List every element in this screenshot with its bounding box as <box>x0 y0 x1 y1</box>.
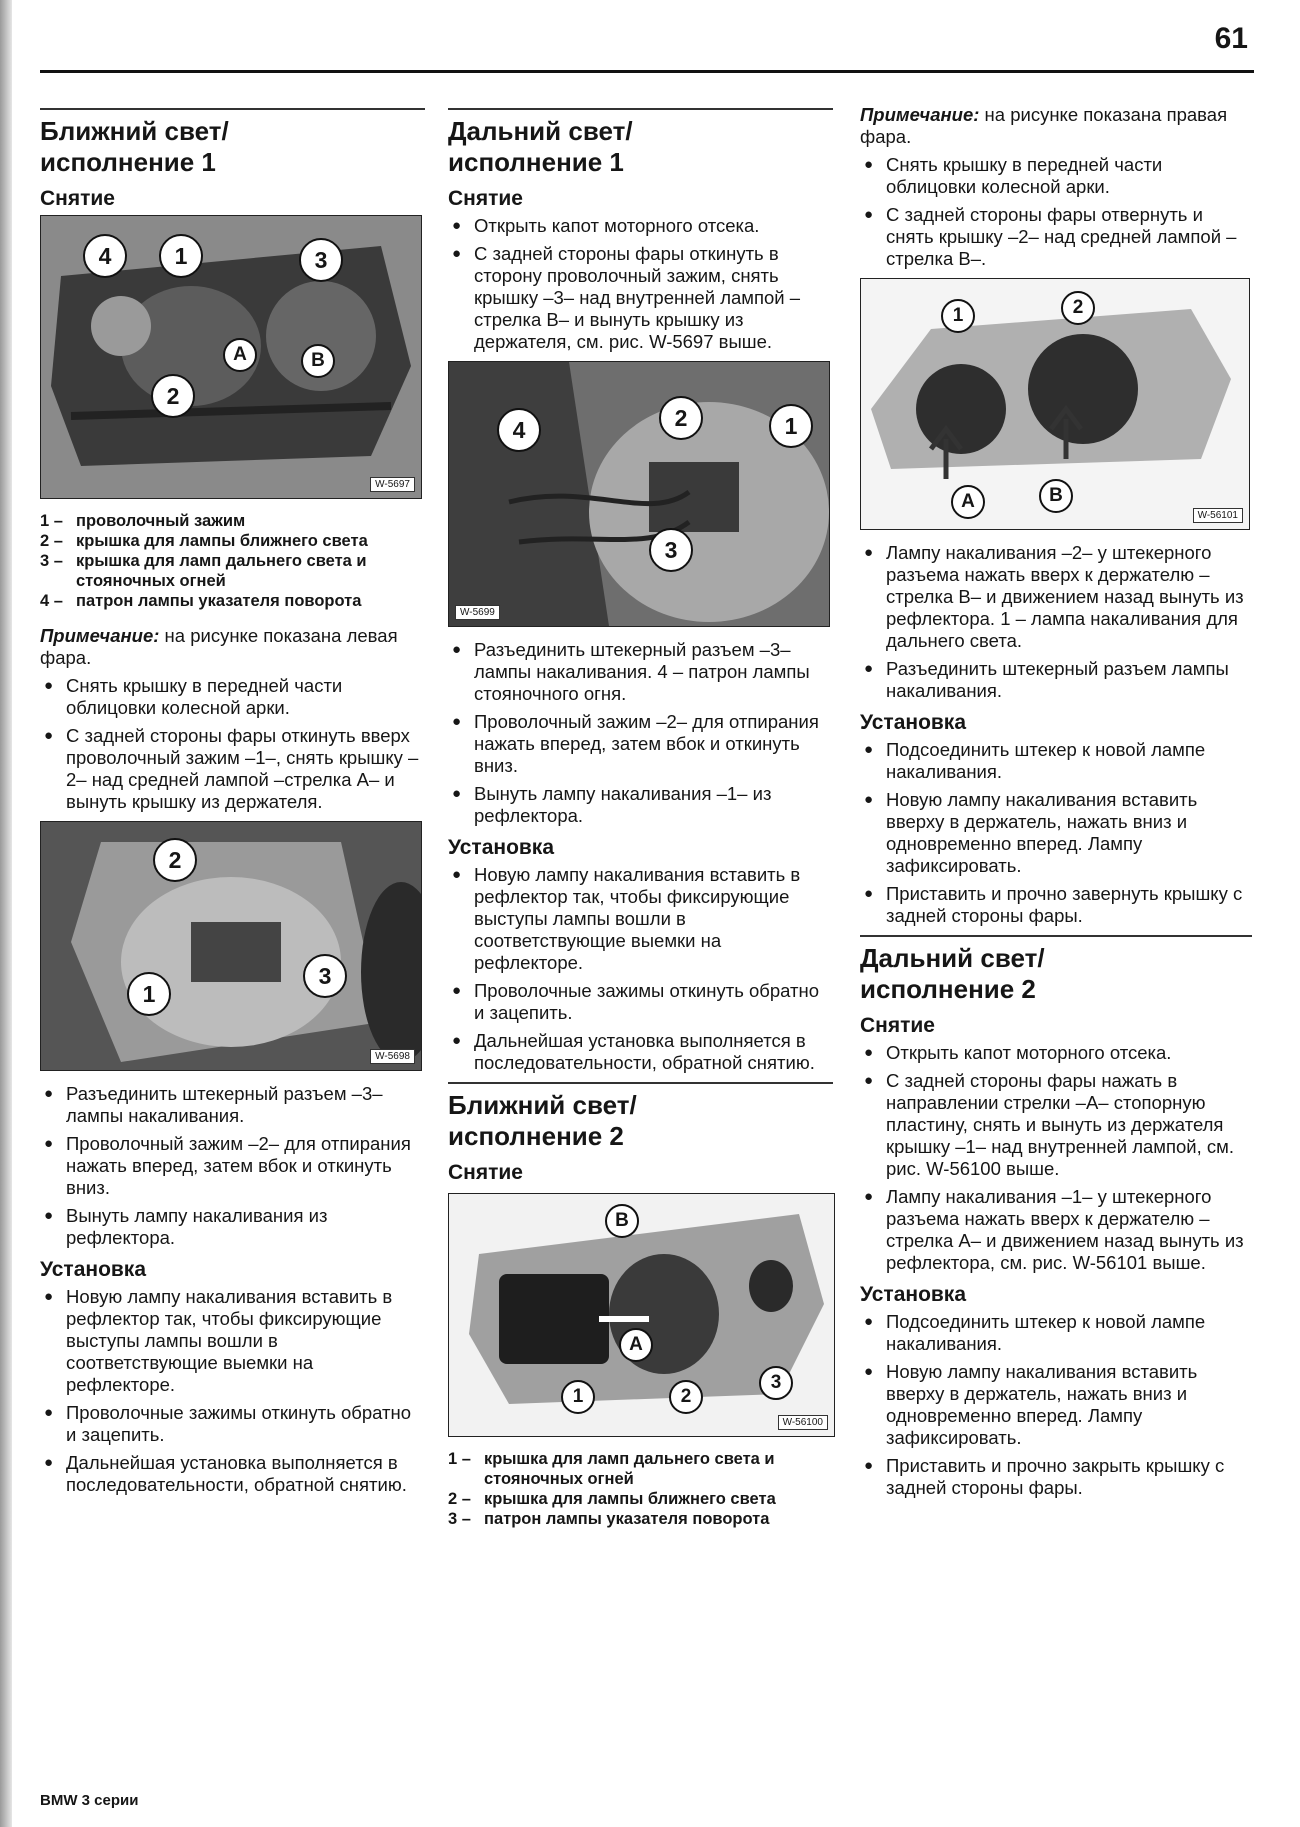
section-title-high-beam-2 <box>860 943 1252 1005</box>
callout-3: 3 <box>299 238 343 282</box>
step-item: ● С задней стороны фары откинуть вверх проволочный зажим –1–, снять крышку –2– над средней лампой –стрелка А– и вынуть крышку из держателя. <box>40 725 425 813</box>
step-item: ● Разъединить штекерный разъем –3– лампы накаливания. <box>40 1083 425 1127</box>
step-item: ● Открыть капот моторного отсека. <box>860 1042 1252 1064</box>
title-line: исполнение 1 <box>40 147 216 177</box>
note-label: Примечание: <box>860 104 980 125</box>
figure-w5697 <box>40 215 422 499</box>
subheading-removal: Снятие <box>40 187 115 210</box>
figure-legend <box>448 1449 833 1529</box>
callout-1: 1 <box>561 1380 595 1414</box>
step-item: ● Вынуть лампу накаливания из рефлектора. <box>40 1205 425 1249</box>
figure-w56100 <box>448 1193 835 1437</box>
note <box>40 625 425 669</box>
step-list <box>860 542 1252 702</box>
title-line: Ближний свет/ <box>40 116 229 146</box>
column-3 <box>860 104 1252 1505</box>
step-item: ● Новую лампу накаливания вставить в рефлектор так, чтобы фиксирующие выступы лампы вошли в соответствующие выемки на рефлекторе. <box>448 864 833 974</box>
callout-2: 2 <box>659 396 703 440</box>
callout-1: 1 <box>941 299 975 333</box>
section-rule <box>448 1082 833 1084</box>
subheading-installation: Установка <box>448 836 554 859</box>
step-item: ● Проволочные зажимы откинуть обратно и зацепить. <box>40 1402 425 1446</box>
figure-code: W-5697 <box>370 477 415 492</box>
callout-2: 2 <box>1061 291 1095 325</box>
legend-number: 2 – <box>40 532 63 550</box>
title-line: Дальний свет/ <box>448 116 633 146</box>
legend-item <box>40 511 425 531</box>
step-item: ● Снять крышку в передней части облицовки колесной арки. <box>860 154 1252 198</box>
legend-item <box>40 591 425 611</box>
page-footer: BMW 3 серии <box>40 1792 139 1809</box>
figure-code: W-56101 <box>1193 508 1243 523</box>
page-number: 61 <box>1214 22 1248 55</box>
header-rule <box>40 70 1254 73</box>
callout-1: 1 <box>769 404 813 448</box>
figure-legend <box>40 511 425 611</box>
page-binding-shadow <box>0 0 12 1827</box>
legend-item <box>40 531 425 551</box>
step-item: ● Приставить и прочно закрыть крышку с задней стороны фары. <box>860 1455 1252 1499</box>
section-rule <box>40 108 425 110</box>
callout-4: 4 <box>497 408 541 452</box>
figure-code: W-56100 <box>778 1415 828 1430</box>
install-step-list <box>40 1286 425 1496</box>
title-line: исполнение 2 <box>448 1121 624 1151</box>
subheading-installation: Установка <box>860 711 966 734</box>
figure-code: W-5699 <box>455 605 500 620</box>
callout-1: 1 <box>159 234 203 278</box>
step-item: ● С задней стороны фары отвернуть и снять крышку –2– над средней лампой –стрелка В–. <box>860 204 1252 270</box>
callout-b: B <box>605 1204 639 1238</box>
legend-text: патрон лампы указателя поворота <box>76 592 362 610</box>
install-step-list <box>860 739 1252 927</box>
step-item: ● Проволочные зажимы откинуть обратно и зацепить. <box>448 980 833 1024</box>
step-item: ● С задней стороны фары откинуть в сторону проволочный зажим, снять крышку –3– над внутренней лампой –стрелка В– и вынуть крышку из держателя, см. рис. W-5697 выше. <box>448 243 833 353</box>
step-item: ● Разъединить штекерный разъем лампы накаливания. <box>860 658 1252 702</box>
step-item: ● Открыть капот моторного отсека. <box>448 215 833 237</box>
note-label: Примечание: <box>40 625 160 646</box>
callout-2: 2 <box>153 838 197 882</box>
legend-number: 4 – <box>40 592 63 610</box>
callout-a: A <box>223 338 257 372</box>
legend-text: крышка для ламп дальнего света и стояночных огней <box>484 1450 775 1488</box>
step-item: ● Дальнейшая установка выполняется в последовательности, обратной снятию. <box>40 1452 425 1496</box>
title-line: исполнение 1 <box>448 147 624 177</box>
step-item: ● Новую лампу накаливания вставить вверху в держатель, нажать вниз и одновременно вперед. Лампу зафиксировать. <box>860 1361 1252 1449</box>
callout-b: B <box>301 344 335 378</box>
step-item: ● Лампу накаливания –1– у штекерного разъема нажать вверх к держателю –стрелка А– и движением назад вынуть из рефлектора, см. рис. W-56101 выше. <box>860 1186 1252 1274</box>
step-item: ● Приставить и прочно завернуть крышку с задней стороны фары. <box>860 883 1252 927</box>
legend-text: крышка для лампы ближнего света <box>76 532 368 550</box>
step-item: ● Подсоединить штекер к новой лампе накаливания. <box>860 739 1252 783</box>
section-title-high-beam-1 <box>448 116 833 178</box>
callout-a: A <box>951 485 985 519</box>
legend-number: 1 – <box>40 512 63 530</box>
subheading-installation: Установка <box>40 1258 146 1281</box>
legend-text: крышка для ламп дальнего света и стояночных огней <box>76 552 367 590</box>
column-1 <box>40 108 425 1502</box>
lamp-socket-photo <box>41 822 421 1070</box>
subheading-removal: Снятие <box>448 187 523 210</box>
title-line: Дальний свет/ <box>860 943 1045 973</box>
callout-3: 3 <box>303 954 347 998</box>
note <box>860 104 1252 148</box>
section-title-low-beam-2 <box>448 1090 833 1152</box>
callout-2: 2 <box>669 1380 703 1414</box>
callout-3: 3 <box>759 1366 793 1400</box>
note-text: на рисунке показана левая фара. <box>40 625 398 668</box>
legend-number: 3 – <box>40 552 63 570</box>
step-item: ● Новую лампу накаливания вставить вверху в держатель, нажать вниз и одновременно вперед. Лампу зафиксировать. <box>860 789 1252 877</box>
install-step-list <box>860 1311 1252 1499</box>
title-line: исполнение 2 <box>860 974 1036 1004</box>
subheading-removal: Снятие <box>860 1014 935 1037</box>
step-list <box>860 154 1252 270</box>
callout-1: 1 <box>127 972 171 1016</box>
callout-4: 4 <box>83 234 127 278</box>
step-item: ● Дальнейшая установка выполняется в последовательности, обратной снятию. <box>448 1030 833 1074</box>
subheading-installation: Установка <box>860 1283 966 1306</box>
subheading-removal: Снятие <box>448 1161 523 1184</box>
section-rule <box>448 108 833 110</box>
figure-w5698 <box>40 821 422 1071</box>
legend-number: 1 – <box>448 1450 471 1468</box>
step-item: ● Новую лампу накаливания вставить в рефлектор так, чтобы фиксирующие выступы лампы вошли в соответствующие выемки на рефлекторе. <box>40 1286 425 1396</box>
column-2 <box>448 108 833 1543</box>
title-line: Ближний свет/ <box>448 1090 637 1120</box>
legend-item <box>448 1449 833 1489</box>
callout-a: A <box>619 1328 653 1362</box>
legend-text: патрон лампы указателя поворота <box>484 1510 770 1528</box>
callout-b: B <box>1039 479 1073 513</box>
step-item: ● Вынуть лампу накаливания –1– из рефлектора. <box>448 783 833 827</box>
legend-item <box>448 1509 833 1529</box>
note-text: на рисунке показана правая фара. <box>860 104 1228 147</box>
figure-w5699 <box>448 361 830 627</box>
figure-code: W-5698 <box>370 1049 415 1064</box>
step-list <box>40 1083 425 1249</box>
step-list <box>860 1042 1252 1274</box>
step-list <box>448 215 833 353</box>
step-list <box>448 639 833 827</box>
step-list <box>40 675 425 813</box>
section-rule <box>860 935 1252 937</box>
legend-text: крышка для лампы ближнего света <box>484 1490 776 1508</box>
legend-text: проволочный зажим <box>76 512 246 530</box>
lamp-wiring-photo <box>449 362 829 626</box>
step-item: ● Подсоединить штекер к новой лампе накаливания. <box>860 1311 1252 1355</box>
legend-number: 3 – <box>448 1510 471 1528</box>
step-item: ● Проволочный зажим –2– для отпирания нажать вперед, затем вбок и откинуть вниз. <box>40 1133 425 1199</box>
figure-w56101 <box>860 278 1250 530</box>
section-title-low-beam-1 <box>40 116 425 178</box>
legend-item <box>40 551 425 591</box>
step-item: ● Проволочный зажим –2– для отпирания нажать вперед, затем вбок и откинуть вниз. <box>448 711 833 777</box>
step-item: ● С задней стороны фары нажать в направлении стрелки –А– стопорную пластину, снять и вынуть из держателя крышку –1– над внутренней лампой, см. рис. W-56100 выше. <box>860 1070 1252 1180</box>
step-item: ● Лампу накаливания –2– у штекерного разъема нажать вверх к держателю –стрелка В– и движением назад вынуть из рефлектора. 1 – лампа накаливания для дальнего света. <box>860 542 1252 652</box>
callout-3: 3 <box>649 528 693 572</box>
step-item: ● Разъединить штекерный разъем –3– лампы накаливания. 4 – патрон лампы стояночного огня. <box>448 639 833 705</box>
callout-2: 2 <box>151 374 195 418</box>
step-item: ● Снять крышку в передней части облицовки колесной арки. <box>40 675 425 719</box>
legend-item <box>448 1489 833 1509</box>
install-step-list <box>448 864 833 1074</box>
legend-number: 2 – <box>448 1490 471 1508</box>
